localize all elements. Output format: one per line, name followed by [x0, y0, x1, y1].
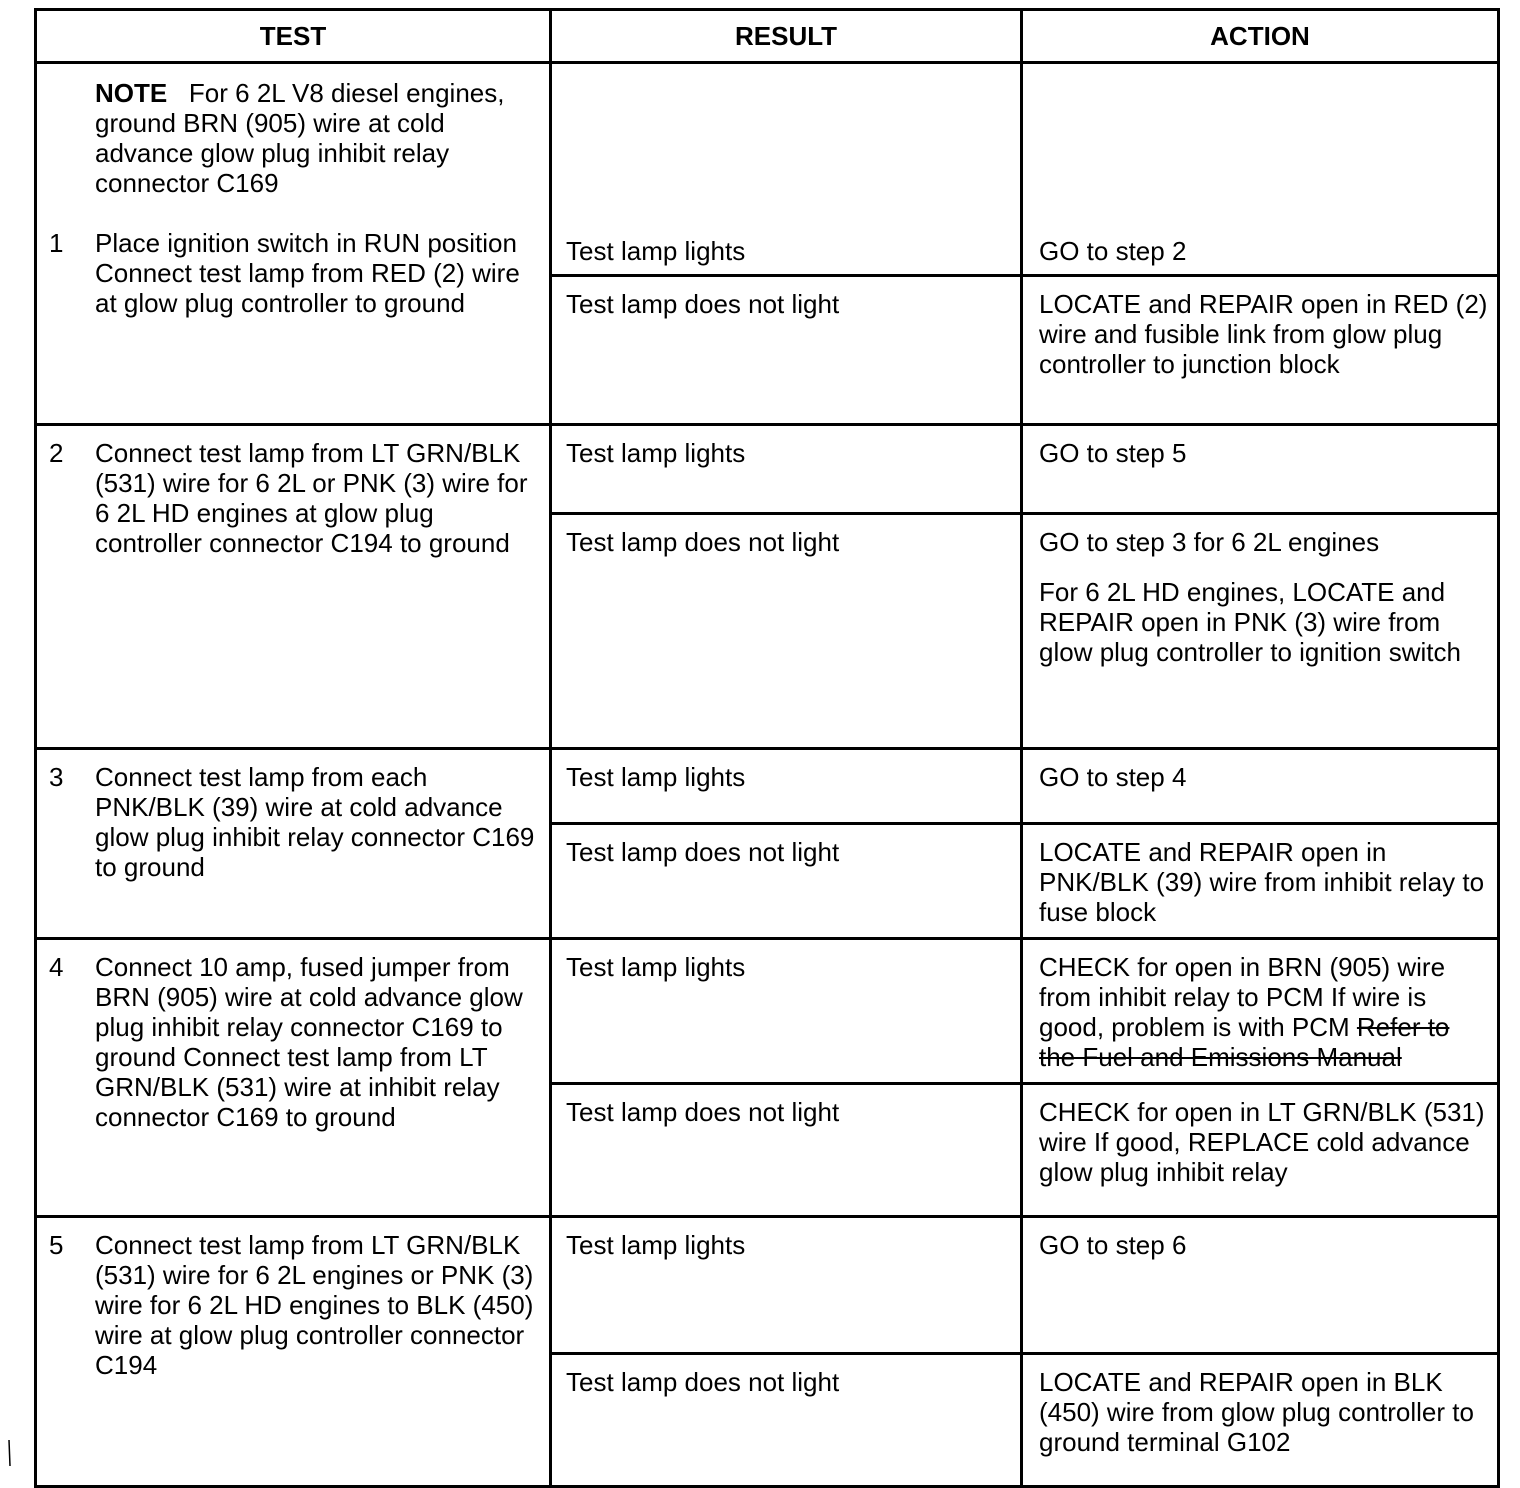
step-1-row-a: [36, 63, 1499, 276]
result-text: Test lamp does not light: [566, 1367, 840, 1397]
result-text: Test lamp lights: [566, 438, 746, 468]
struck-text: Refer to the Fuel and Emissions Manual: [1039, 1012, 1450, 1072]
step-2-test-cell: [36, 425, 551, 749]
action-text: GO to step 2: [1039, 236, 1187, 266]
action-text: [1039, 952, 1489, 1072]
result-cell: [551, 276, 1022, 425]
margin-tick-mark: [8, 1440, 11, 1466]
step-3-row-a: [36, 749, 1499, 824]
note-body: For 6 2L V8 diesel engines, ground BRN (905) wire at cold advance glow plug inhibit relay connector C169: [95, 78, 505, 198]
result-text: Test lamp does not light: [566, 1097, 840, 1127]
step-number: 4: [49, 952, 64, 982]
result-text: Test lamp does not light: [566, 289, 840, 319]
result-cell: [551, 514, 1022, 749]
action-cell: [1022, 514, 1499, 749]
header-test: TEST: [36, 10, 551, 63]
result-text: Test lamp does not light: [566, 527, 840, 557]
result-text: Test lamp lights: [566, 236, 746, 266]
action-text: GO to step 4: [1039, 762, 1187, 792]
result-cell: [551, 1217, 1022, 1354]
action-text: CHECK for open in LT GRN/BLK (531) wire If good, REPLACE cold advance glow plug inhibit relay: [1039, 1097, 1485, 1187]
result-cell: [551, 1084, 1022, 1217]
result-cell: [551, 749, 1022, 824]
diagnostic-table: [34, 8, 1500, 1488]
action-cell: [1022, 939, 1499, 1084]
action-text: GO to step 5: [1039, 438, 1187, 468]
step-4-row-a: [36, 939, 1499, 1084]
result-cell: [551, 1354, 1022, 1487]
result-text: Test lamp lights: [566, 1230, 746, 1260]
header-action: ACTION: [1022, 10, 1499, 63]
result-cell: [551, 939, 1022, 1084]
note-text: [49, 78, 541, 198]
action-text: For 6 2L HD engines, LOCATE and REPAIR open in PNK (3) wire from glow plug controller to ignition switch: [1039, 577, 1461, 667]
step-number: 1: [49, 228, 64, 258]
result-cell: [551, 425, 1022, 514]
step-4-test-cell: [36, 939, 551, 1217]
action-main-text: CHECK for open in BRN (905) wire from inhibit relay to PCM If wire is good, problem is with PCM: [1039, 952, 1446, 1042]
action-text: GO to step 3 for 6 2L engines: [1039, 527, 1380, 557]
step-test-text: Connect test lamp from LT GRN/BLK (531) wire for 6 2L engines or PNK (3) wire for 6 2L HD engines to BLK (450) wire at glow plug controller connector C194: [95, 1230, 534, 1380]
step-5-row-a: [36, 1217, 1499, 1354]
action-text: GO to step 6: [1039, 1230, 1187, 1260]
result-text: Test lamp lights: [566, 952, 746, 982]
step-test-text: Connect 10 amp, fused jumper from BRN (905) wire at cold advance glow plug inhibit relay connector C169 to ground Connect test lamp from LT GRN/BLK (531) wire at inhibit relay connector C169 to ground: [95, 952, 523, 1132]
header-result: RESULT: [551, 10, 1022, 63]
step-number: 3: [49, 762, 64, 792]
step-1-test-cell: [36, 63, 551, 425]
step-test-text: Place ignition switch in RUN position Connect test lamp from RED (2) wire at glow plug controller to ground: [95, 228, 520, 318]
action-cell: [1022, 425, 1499, 514]
action-text: LOCATE and REPAIR open in BLK (450) wire from glow plug controller to ground terminal G102: [1039, 1367, 1474, 1457]
result-text: Test lamp does not light: [566, 837, 840, 867]
header-row: [36, 10, 1499, 63]
note-label: NOTE: [95, 78, 168, 108]
step-number: 2: [49, 438, 64, 468]
action-text: LOCATE and REPAIR open in PNK/BLK (39) wire from inhibit relay to fuse block: [1039, 837, 1485, 927]
result-cell: [551, 824, 1022, 939]
action-cell: [1022, 1084, 1499, 1217]
result-text: Test lamp lights: [566, 762, 746, 792]
step-2-row-a: [36, 425, 1499, 514]
action-cell: [1022, 1354, 1499, 1487]
action-cell: [1022, 276, 1499, 425]
action-text: LOCATE and REPAIR open in RED (2) wire and fusible link from glow plug controller to junction block: [1039, 289, 1488, 379]
step-5-test-cell: [36, 1217, 551, 1487]
result-cell: [551, 63, 1022, 276]
action-cell: [1022, 749, 1499, 824]
step-3-test-cell: [36, 749, 551, 939]
step-test-text: Connect test lamp from LT GRN/BLK (531) wire for 6 2L or PNK (3) wire for 6 2L HD engines at glow plug controller connector C194 to ground: [95, 438, 528, 558]
action-cell: [1022, 1217, 1499, 1354]
action-cell: [1022, 63, 1499, 276]
step-number: 5: [49, 1230, 64, 1260]
step-test-text: Connect test lamp from each PNK/BLK (39) wire at cold advance glow plug inhibit relay connector C169 to ground: [95, 762, 535, 882]
action-cell: [1022, 824, 1499, 939]
